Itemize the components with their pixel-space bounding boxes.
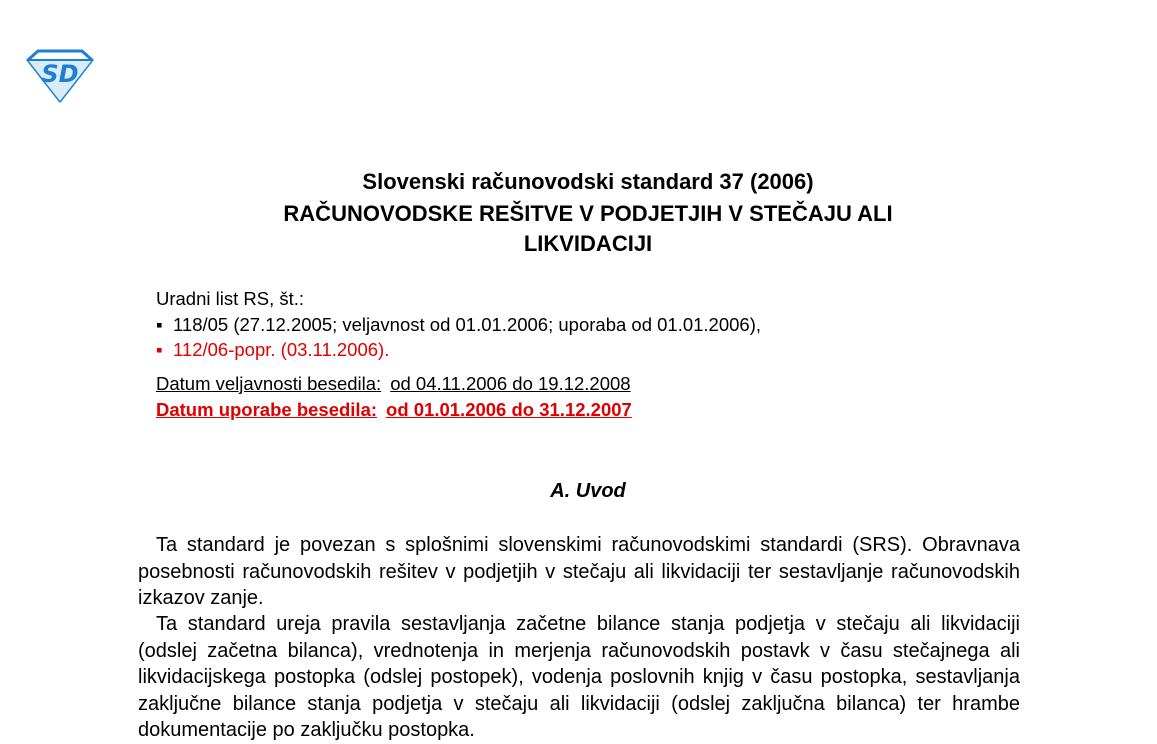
application-date-row (156, 398, 632, 422)
gazette-item-text: 118/05 (27.12.2005; veljavnost od 01.01.2006; uporaba od 01.01.2006), (173, 314, 762, 335)
gazette-item (156, 313, 761, 337)
application-value: od 01.01.2006 do 31.12.2007 (386, 399, 632, 420)
title-line-1: Slovenski računovodski standard 37 (2006) (362, 169, 814, 194)
validity-label: Datum veljavnosti besedila: (156, 373, 382, 394)
section-heading: A. Uvod (550, 480, 626, 502)
bullet-icon: ▪ (156, 339, 163, 360)
gazette-item-text: 112/06-popr. (03.11.2006). (173, 339, 390, 360)
title-line-2: RAČUNOVODSKE REŠITVE V PODJETJIH V STEČAJU ALI (283, 201, 893, 226)
paragraph: Ta standard je povezan s splošnimi slovenskimi računovodskimi standardi (SRS). Obravnava posebnosti računovodskih rešitev v podjetjih v stečaju ali likvidaciji ter sestavljanje računovodskih izkazov zanje. (138, 534, 1020, 609)
sd-logo-icon (22, 48, 96, 104)
gazette-item-correction (156, 338, 389, 362)
svg-text:SD: SD (41, 60, 79, 88)
paragraph: Ta standard ureja pravila sestavljanja začetne bilance stanja podjetja v stečaju ali likvidaciji (odslej začetna bilanca), vrednotenja in merjenja računovodskih postavk v času stečajnega ali likvidacijskega postopka (odslej postopek), vodenja poslovnih knjig v času postopka, sestavljanja zaključne bilance stanja podjetja v stečaju ali likvidaciji (odslej zaključna bilanca) ter hrambe dokumentacije po zaključku postopka. (138, 613, 1020, 741)
bullet-icon: ▪ (156, 314, 163, 335)
application-label: Datum uporabe besedila: (156, 399, 378, 420)
gazette-heading: Uradni list RS, št.: (156, 288, 305, 309)
validity-date-row (156, 372, 631, 396)
title-line-3: LIKVIDACIJI (523, 231, 653, 256)
validity-value: od 04.11.2006 do 19.12.2008 (390, 373, 631, 394)
